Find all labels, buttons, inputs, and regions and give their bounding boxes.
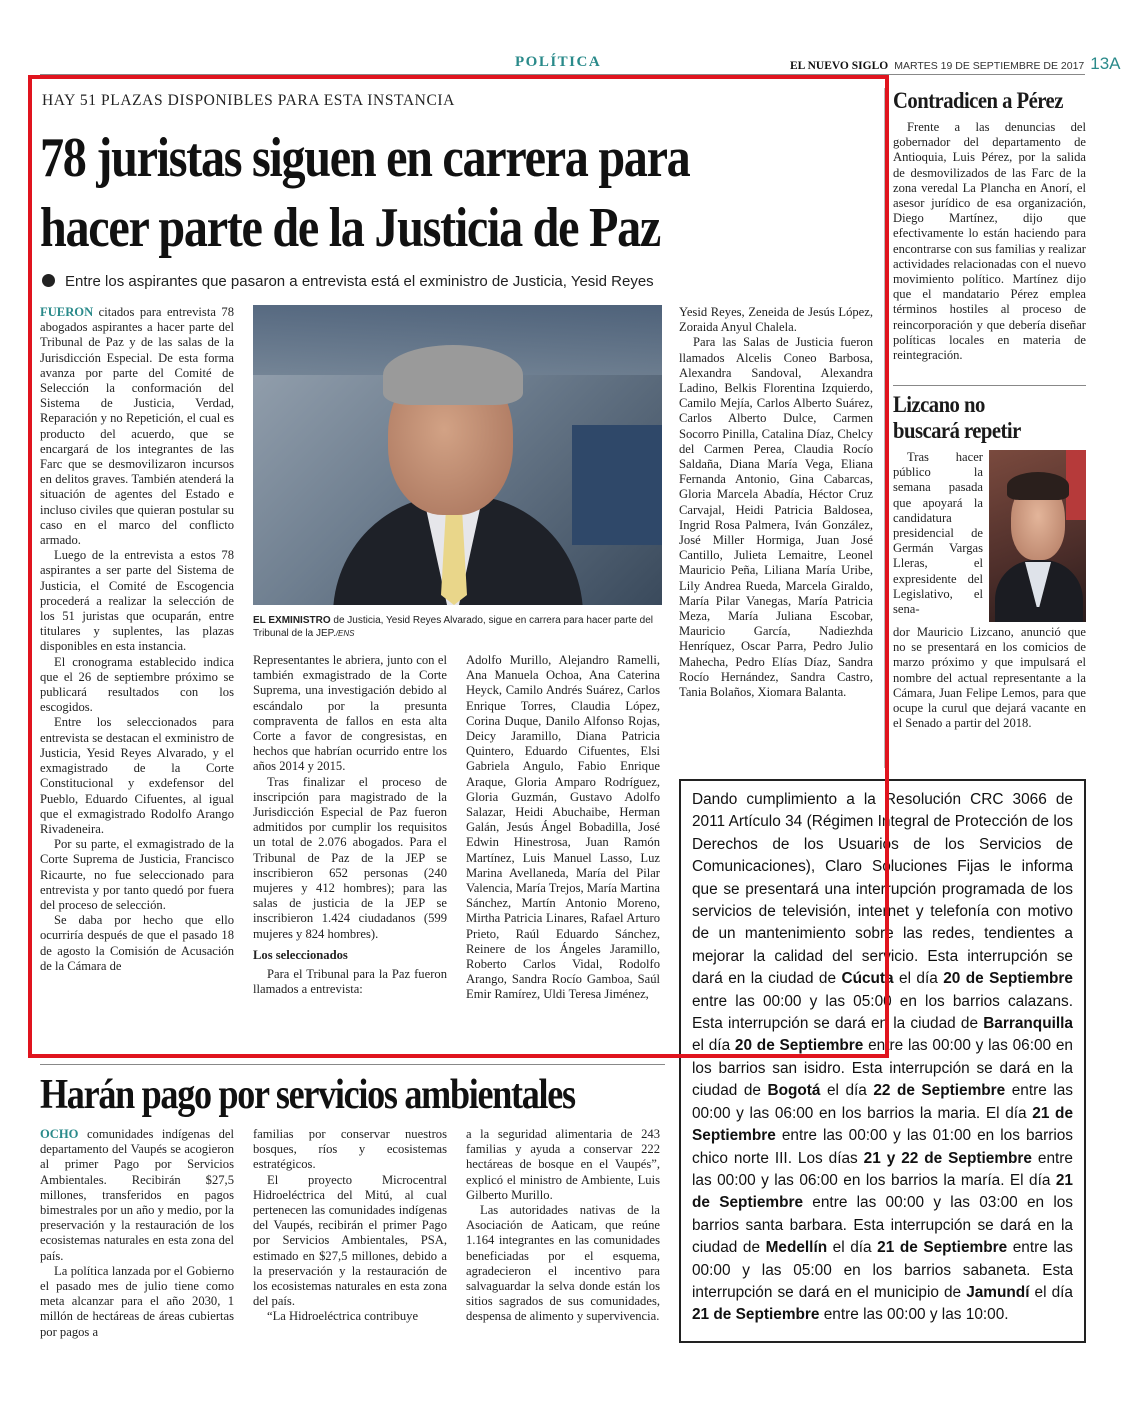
date-text: 20 de Septiembre [943,970,1073,988]
date-text: 21 de Septiembre [692,1306,820,1324]
header-rule [40,74,1085,75]
mauricio-lizcano-photo [989,450,1086,622]
article-paragraph: El proyecto Microcentral Hidroeléctrica del Mitú, al cual pertenecen las comunidades indígenas del Vaupés, recibirán el primer Pago por Servicios Ambientales, PSA, estimado en $27,5 millones, debido a la preservación y la restauración de los ecosistemas naturales en esta zona del país. [253,1172,447,1309]
lead-word: FUERON [40,305,94,319]
headline-line-1: 78 juristas siguen en carrera para [40,127,690,189]
second-column-1 [40,1127,234,1340]
lead-word: OCHO [40,1127,79,1141]
article-column-2 [253,653,447,997]
article-paragraph: La política lanzada por el Gobierno el pasado mes de julio tiene como meta alcanzar para el año 2030, 1 millón de hectáreas de áreas cubiertas por pagos a [40,1263,234,1339]
header-meta [790,54,1121,74]
page-number: 13A [1090,54,1121,73]
date-text: 21 de Septiembre [692,1171,1073,1212]
photo-hair [383,345,523,405]
section-subhead: Los seleccionados [253,947,348,962]
date-text: 20 de Septiembre [734,1037,864,1055]
article-paragraph: Entre los seleccionados para entrevista se destacan el exministro de Justicia, Yesid Reyes Alvarado, y el exmagistrado de la Corte Constitucional y exdefensor del Pueblo, Eduardo Cifuentes, al igual que el exmagistrado Rodolfo Arango Rivadeneira. [40,715,234,836]
article-paragraph [40,1127,234,1264]
article-paragraph: Por su parte, el exmagistrado de la Corte Suprema de Justicia, Francisco Ricaurte, no fue seleccionado para entrevista y por tanto quedó por fuera del proceso de selección. [40,837,234,912]
article-paragraph: “La Hidroeléctrica contribuye [267,1309,419,1324]
sidebar-body-contradicen [893,120,1086,363]
article-paragraph: Para las Salas de Justicia fueron llamados Alcelis Coneo Barbosa, Alexandra Sandoval, Alexandra Ladino, Belkis Florentina Izquierdo, Camilo Mejía, Carlos Alberto Suárez, Carlos Alberto Dulce, Carmen Socorro Pinilla, Catalina Díaz, Chelcy del Carmen Perea, Claudia Rocío Saldaña, Diana María Vega, Eliana Fernanda Antonio, Gina Cabarcas, Gloria Marcela Abadía, Héctor Cruz Carvajal, Heidi Patricia Baldosea, Ingrid Rosa Palmera, Iván González, José Miller Hormiga, Juan José Cantillo, Julieta Lemaitre, Leonel Mauricio Peña, Liliana María Uribe, Lily Andrea Rueda, Marcela Giraldo, María Pilar Vanegas, María Patricia Meza, María Juliana Escobar, Mauricio García, Nadiezhda Henríquez, Oscar Parra, Pedro Julio Mahecha, Pedro Elías Díaz, Sandra Rocío Hernández, Sandra Castro, Tania Bolaños, Xiomara Balanta. [679,335,873,700]
paper-name: EL NUEVO SIGLO [790,60,889,72]
bullet-icon [42,274,55,287]
city-name: Cúcuta [841,970,894,988]
city-name: Bogotá [767,1082,821,1100]
photo-flag [1066,450,1086,520]
caption-credit: /ENS [335,629,355,638]
photo-banner-letters [572,425,662,545]
city-name: Medellín [765,1239,828,1257]
yesid-reyes-photo [253,305,662,605]
article-paragraph: Tras finalizar el proceso de inscripción para magistrado de la Jurisdicción Especial de Paz fueron admitidos por cumplir los requisitos un total de 2.076 abogados. Para el Tribunal de Paz de la JEP se inscribieron 652 personas (240 mujeres y 412 hombres); para las salas de justicia de la JEP se inscribieron 1.424 ciudadanos (599 mujeres y 824 hombres). [253,774,447,941]
subhead-text: Entre los aspirantes que pasaron a entrevista está el exministro de Justicia, Yesid Reyes [65,273,654,290]
paragraph-text: citados para entrevista 78 abogados aspirantes a hacer parte del Tribunal de Paz y de las salas de la Jurisdicción Especial. De esta forma avanza por parte del Comité de Selección la conformación del Sistema de Justicia, Verdad, Reparación y no Repetición, el cual es producto del acuerdo, que se encargará de los integrantes de las Farc que se desmovilizaron incursos en delitos graves. También atenderá la situación de agentes del Estado e incluso civiles que quieran postular su caso en el marco del conflicto armado. [40,305,234,548]
subhead [42,273,862,291]
city-name: Jamundí [966,1283,1030,1301]
headline-line-2: hacer parte de la Justicia de Paz [40,197,660,259]
article-column-4 [679,305,873,700]
second-column-2 [253,1127,447,1325]
article-paragraph: Representantes le abriera, junto con el también exmagistrado de la Corte Suprema, una investigación debido al escándalo por la presunta compraventa de fallos en esta alta Corte a favor de congresistas, en hechos que habrían ocurrido entre los años 2014 y 2015. [253,653,447,774]
date-text: 21 y 22 de Septiembre [863,1149,1032,1167]
sidebar-title-lizcano-1: Lizcano no [893,392,985,417]
article-column-1 [40,305,234,974]
sidebar-rule [893,385,1086,386]
city-name: Barranquilla [983,1015,1073,1033]
section-label: POLÍTICA [515,54,602,70]
caption-lead: EL EXMINISTRO [253,615,331,626]
photo-hair [1007,472,1069,500]
date-text: 21 de Septiembre [877,1239,1008,1257]
article-column-3 [466,653,660,1003]
article-paragraph: Luego de la entrevista a estos 78 aspirantes a ser parte del Sistema de Justicia, el Comité de Escogencia procederá a realizar la selección de los 51 juristas que ocuparán, entre titulares y suplentes, las plazas disponibles en esta instancia. [40,548,234,654]
service-interruption-notice: Dando cumplimiento a la Resolución CRC 3066 de 2011 Artículo 34 (Régimen Integral de Protección de los Derechos de los Usuarios de los Servicios de Comunicaciones), Claro Soluciones Fijas le informa que se presentará una interrupción programada de los servicios de televisión, internet y telefonía con motivo de un mantenimiento sobre las redes, tendientes a mejorar la calidad del servicio. Esta interrupción se dará en la ciudad de Cúcuta el día 20 de Septiembre entre las 00:00 y las 05:00 en los barrios calazans. Esta interrupción se dará en la ciudad de Barranquilla el día 20 de Septiembre entre las 00:00 y las 06:00 en los barrios san isidro. Esta interrupción se dará en la ciudad de Bogotá el día 22 de Septiembre entre las 00:00 y las 06:00 en los barrios la maria. El día 21 de Septiembre entre las 00:00 y las 01:00 en los barrios chico norte III. Los días 21 y 22 de Septiembre entre las 00:00 y las 06:00 en los barrios la maría. El día 21 de Septiembre entre las 00:00 y las 03:00 en los barrios santa barbara. Esta interrupción se dará en la ciudad de Medellín el día 21 de Septiembre entre las 00:00 y las 05:00 en los barrios sabaneta. Esta interrupción se dará en el municipio de Jamundí el día 21 de Septiembre entre las 00:00 y las 10:00. [679,779,1086,1343]
second-headline: Harán pago por servicios ambientales [40,1072,575,1118]
article-paragraph: Se daba por hecho que ello ocurriría después de que el pasado 18 de agosto la Comisión de Acusación de la Cámara de [40,913,234,973]
article-paragraph: a la seguridad alimentaria de 243 familias y ayuda a conservar 222 hectáreas de bosque en el Vaupés”, explicó el ministro de Ambiente, Luis Gilberto Murillo. [466,1127,660,1202]
sidebar-title-contradicen: Contradicen a Pérez [893,88,1063,113]
sidebar-paragraph: dor Mauricio Lizcano, anunció que no se presentará en los comicios de marzo próximo y que impulsará el nombre del actual representante a la Cámara, Juan Felipe Lemos, para que ocupe la curul que dejará vacante en el Senado a partir del 2018. [893,625,1086,731]
sidebar-paragraph: Tras hacer público la semana pasada que apoyará la candidatura presidencial de Germán Vargas Lleras, el expresidente del Legislativo, el sena- [893,450,983,617]
sidebar-title-lizcano-2: buscará repetir [893,418,1021,443]
sidebar-paragraph: Frente a las denuncias del gobernador del departamento de Antioquia, Luis Pérez, por la salida de desmovilizados de las Farc de la zona veredal La Plancha en Anorí, el asesor jurídico de esa organización, Diego Martínez, dijo que efectivamente lo están haciendo para encontrarse con sus familias y realizar actividades relacionadas con el nuevo movimiento político. Martínez dijo que el mandatario Pérez emplea términos hostiles al proceso de reincorporación y que debería diseñar políticas locales en materia de reintegración. [893,120,1086,363]
article-paragraph [40,305,234,548]
section-rule [40,1064,665,1065]
article-paragraph: Yesid Reyes, Zeneida de Jesús López, Zoraida Anyul Chalela. [679,305,873,335]
date-text: 21 de Septiembre [692,1104,1074,1145]
photo-caption [253,614,662,640]
date-text: 22 de Septiembre [873,1082,1006,1100]
issue-date: MARTES 19 DE SEPTIEMBRE DE 2017 [894,60,1085,72]
article-paragraph: familias por conservar nuestros bosques, ríos y ecosistemas estratégicos. [253,1127,447,1172]
second-column-3 [466,1127,660,1325]
sidebar-body-lizcano-wide [893,625,1086,731]
article-paragraph: Para el Tribunal para la Paz fueron llamados a entrevista: [253,967,447,997]
sidebar-body-lizcano-narrow [893,450,983,617]
article-paragraph: Adolfo Murillo, Alejandro Ramelli, Ana Manuela Ochoa, Ana Caterina Heyck, Camilo Andrés Suárez, Carlos Enrique Torres, Claudia López, Corina Duque, Danilo Alfonso Rojas, Deicy Jaramillo, Diana Patricia Quintero, Eduardo Cifuentes, Elsi Gabriela Angulo, Fabio Enrique Araque, Gloria Amparo Rodríguez, Gloria Guzmán, Gustavo Adolfo Salazar, Heidi Abuchaibe, Herman Galán, Jesús Ángel Bobadilla, José Edwin Hinestrosa, Juan Ramón Martínez, Luis Manuel Lasso, Luz Marina Avellaneda, María del Pilar Valencia, María Trejos, María Martina Sánchez, Martín Antonio Moreno, Mirtha Patricia Linares, Rafael Arturo Prieto, Raúl Eduardo Sánchez, Reinere de los Ángeles Jaramillo, Roberto Carlos Vidal, Rodolfo Arango, Sandra Rocío Gamboa, Saúl Emir Ramírez, Uldi Teresa Jiménez, [466,653,660,1002]
article-paragraph: Las autoridades nativas de la Asociación de Aaticam, que reúne 1.164 integrantes en las comunidades beneficiadas por el esquema, agradecieron el incentivo para salvaguardar la selva donde están los sitios sagrados de sus comunidades, despensa de alimento y supervivencia. [466,1203,660,1324]
article-paragraph: El cronograma establecido indica que el 26 de septiembre próximo se publicará resultados con los escogidos. [40,654,234,715]
column-divider [884,88,885,768]
caption-text: de Justicia, Yesid Reyes Alvarado, sigue en carrera para hacer parte del Tribunal de la JEP. [253,615,654,639]
kicker: HAY 51 PLAZAS DISPONIBLES PARA ESTA INSTANCIA [42,92,455,109]
paragraph-text: comunidades indígenas del departamento del Vaupés se acogieron al primer Pago por Servicios Ambientales. Recibirán $27,5 millones, transferidos en pagos bimestrales por un año y medio, por la preservación y la restauración de los ecosistemas naturales en esta zona del país. [40,1127,234,1263]
